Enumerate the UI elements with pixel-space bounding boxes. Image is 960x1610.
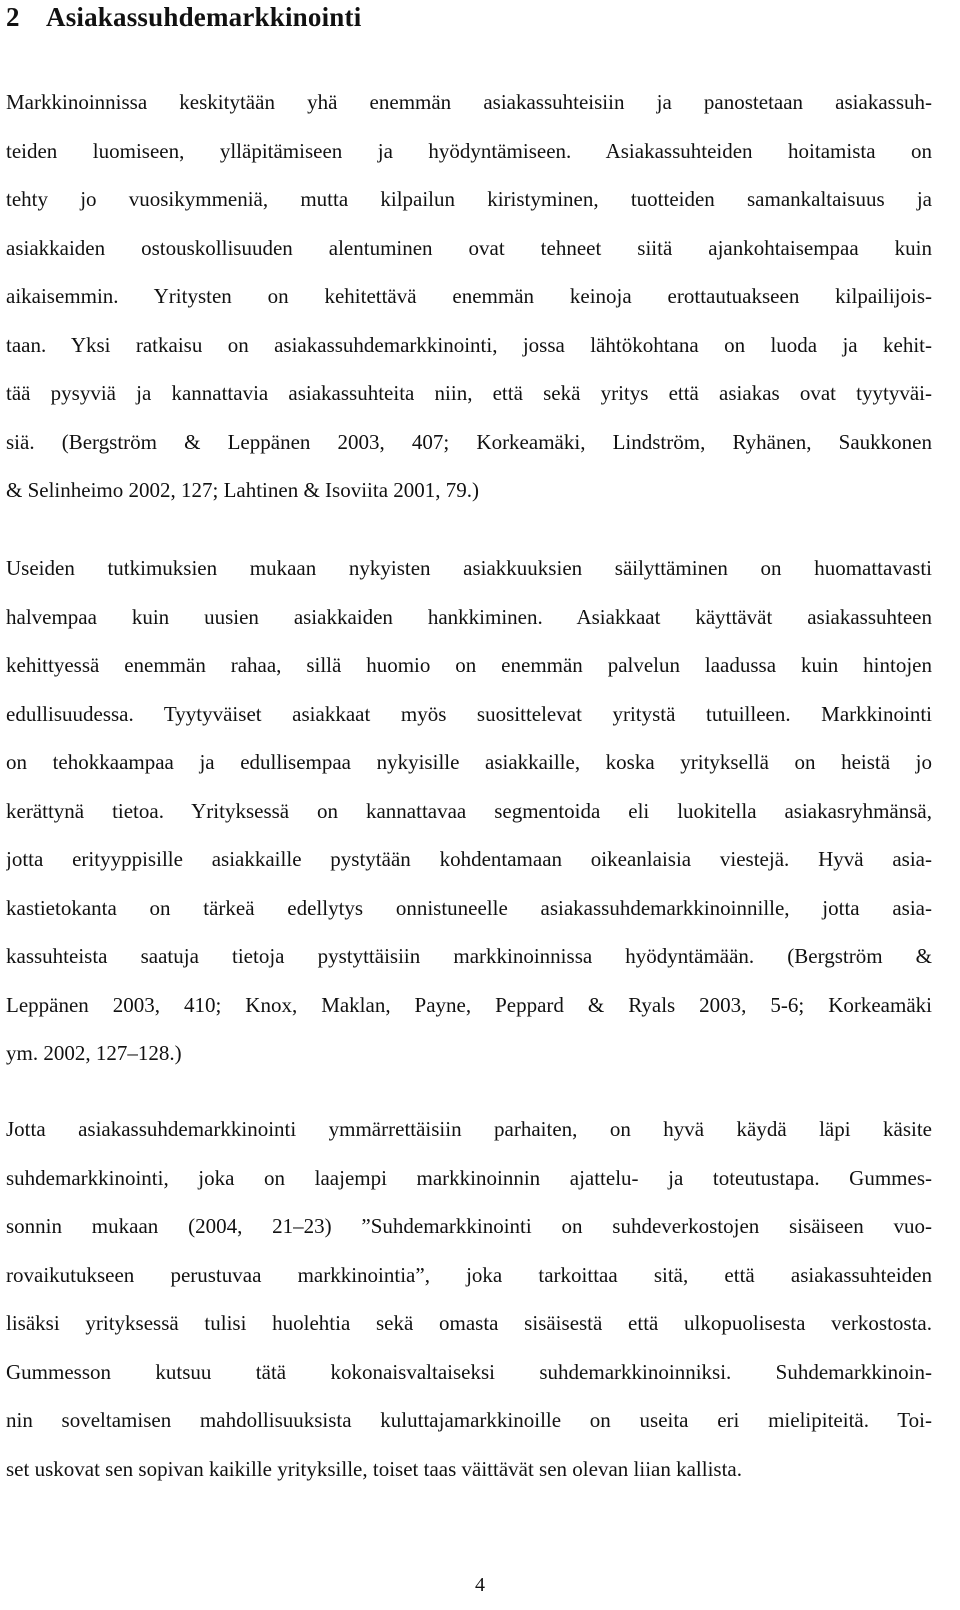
paragraph-2 [6,544,932,1078]
text-line: jotta erityyppisille asiakkaille pystytään kohdentamaan oikeanlaisia viestejä. Hyvä asia- [6,847,932,871]
page-number: 4 [475,1574,485,1596]
text-line: Markkinoinnissa keskitytään yhä enemmän asiakassuhteisiin ja panostetaan asiakassuh- [6,90,932,114]
section-number: 2 [6,2,20,32]
text-line: kastietokanta on tärkeä edellytys onnistuneelle asiakassuhdemarkkinoinnille, jotta asia- [6,895,932,920]
text-line: teiden luomiseen, ylläpitämiseen ja hyödyntämiseen. Asiakassuhteiden hoitamista on [6,138,932,163]
section-title: Asiakassuhdemarkkinointi [46,2,362,32]
text-line: Jotta asiakassuhdemarkkinointi ymmärrettäisiin parhaiten, on hyvä käydä läpi käsite [6,1117,932,1141]
text-line: ym. 2002, 127–128.) [6,1041,182,1065]
text-line: aikaisemmin. Yritysten on kehitettävä enemmän keinoja erottautuakseen kilpailijois- [6,284,932,308]
text-line: halvempaa kuin uusien asiakkaiden hankkiminen. Asiakkaat käyttävät asiakassuhteen [6,604,932,629]
paragraph-1 [6,78,932,515]
text-line: set uskovat sen sopivan kaikille yrityksille, toiset taas väittävät sen olevan liian kallista. [6,1456,743,1481]
text-line: Leppänen 2003, 410; Knox, Maklan, Payne, Peppard & Ryals 2003, 5-6; Korkeamäki [6,992,932,1017]
text-line: kassuhteista saatuja tietoja pystyttäisiin markkinoinnissa hyödyntämään. (Bergström & [6,944,932,968]
section-heading [6,0,361,34]
text-line: suhdemarkkinointi, joka on laajempi markkinoinnin ajattelu- ja toteutustapa. Gummes- [6,1165,932,1190]
text-line: Gummesson kutsuu tätä kokonaisvaltaiseksi suhdemarkkinoinniksi. Suhdemarkkinoin- [6,1359,932,1384]
text-line: taan. Yksi ratkaisu on asiakassuhdemarkkinointi, jossa lähtökohtana on luoda ja kehit- [6,332,932,357]
text-line: asiakkaiden ostouskollisuuden alentuminen ovat tehneet siitä ajankohtaisempaa kuin [6,235,932,260]
text-line: on tehokkaampaa ja edullisempaa nykyisille asiakkaille, koska yrityksellä on heistä jo [6,750,932,774]
text-line: lisäksi yrityksessä tulisi huolehtia sekä omasta sisäisestä että ulkopuolisesta verkostosta. [6,1311,932,1335]
text-line: kehittyessä enemmän rahaa, sillä huomio on enemmän palvelun laadussa kuin hintojen [6,653,932,677]
text-line: tehty jo vuosikymmeniä, mutta kilpailun kiristyminen, tuotteiden samankaltaisuus ja [6,187,932,211]
paragraph-3 [6,1105,932,1493]
text-line: & Selinheimo 2002, 127; Lahtinen & Isoviita 2001, 79.) [6,478,480,502]
text-line: kerättynä tietoa. Yrityksessä on kannattavaa segmentoida eli luokitella asiakasryhmänsä, [6,798,932,823]
text-line: siä. (Bergström & Leppänen 2003, 407; Korkeamäki, Lindström, Ryhänen, Saukkonen [6,429,932,454]
text-line: rovaikutukseen perustuvaa markkinointia”, joka tarkoittaa sitä, että asiakassuhteiden [6,1262,932,1287]
text-line: Useiden tutkimuksien mukaan nykyisten asiakkuuksien säilyttäminen on huomattavasti [6,556,932,580]
text-line: nin soveltamisen mahdollisuuksista kuluttajamarkkinoille on useita eri mielipiteitä. Toi- [6,1408,932,1432]
text-line: sonnin mukaan (2004, 21–23) ”Suhdemarkkinointi on suhdeverkostojen sisäiseen vuo- [6,1214,932,1238]
text-line: tää pysyviä ja kannattavia asiakassuhteita niin, että sekä yritys että asiakas ovat tyytyväi- [6,381,932,405]
text-line: edullisuudessa. Tyytyväiset asiakkaat myös suosittelevat yritystä tutuilleen. Markkinointi [6,701,932,726]
